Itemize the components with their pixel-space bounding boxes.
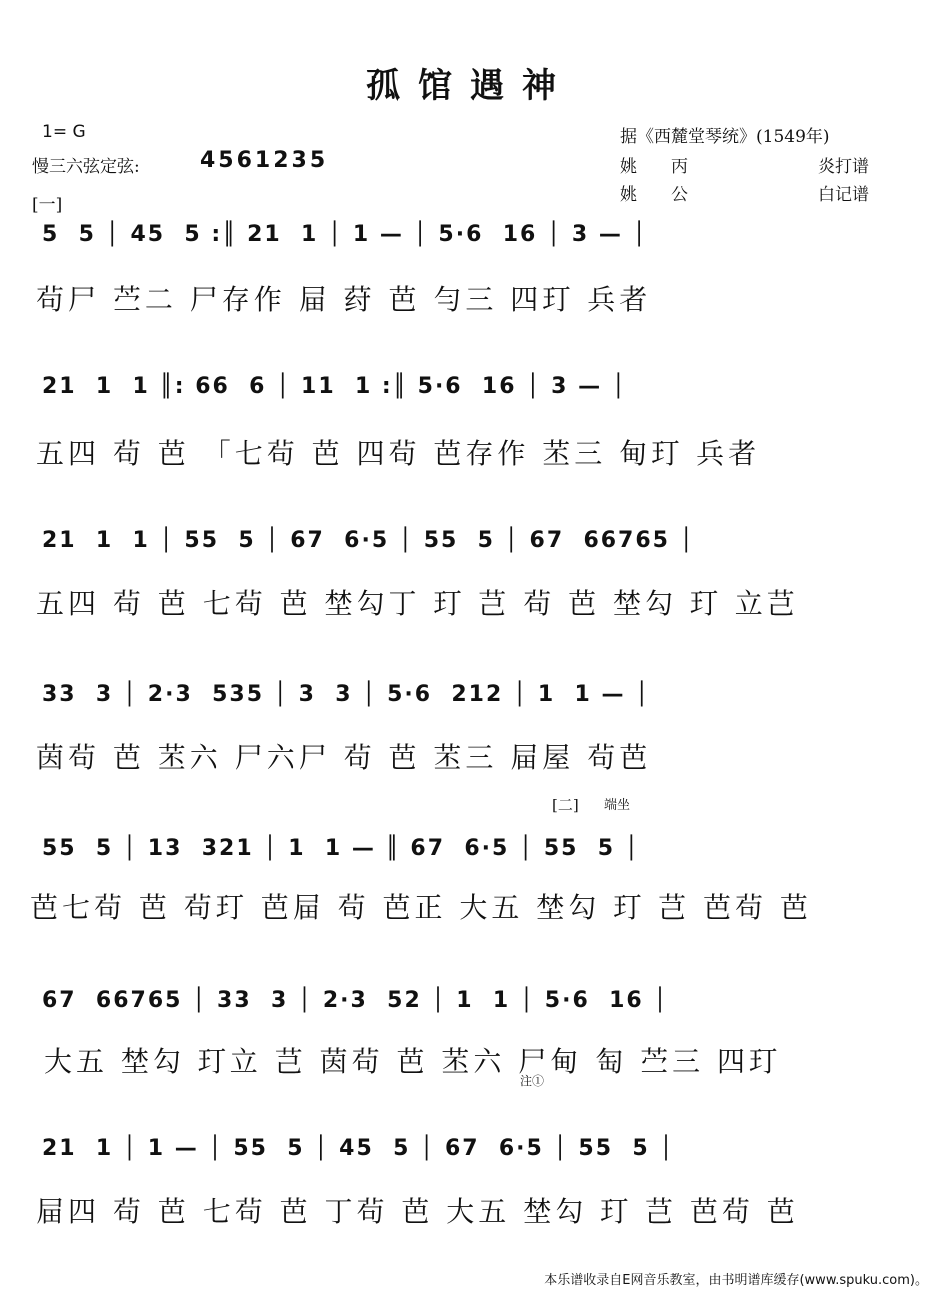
source-citation: 据《西麓堂琴统》(1549年): [620, 127, 830, 147]
credit-role-1: 炎打谱: [818, 157, 869, 177]
credit-name-1: 姚 丙: [620, 157, 688, 177]
notation-row-3: 21 1 1 │ 55 5 │ 67 6·5 │ 55 5 │ 67 66765 │: [42, 528, 695, 553]
notation-row-5: 55 5 │ 13 321 │ 1 1 — ║ 67 6·5 │ 55 5 │: [42, 836, 640, 861]
page-title: 孤馆遇神: [366, 66, 574, 106]
tablature-row-4: 茵茍 芭 苤六 尸六尸 茍 芭 苤三 屇屋 茍芭: [36, 741, 652, 774]
credit-role-2: 白记谱: [818, 185, 869, 205]
key-signature: 1= G: [42, 122, 86, 142]
tablature-row-6: 大五 埜勾 玎立 芑 茵茍 芭 苤六 尸甸 匋 苎三 四玎: [44, 1045, 782, 1078]
tablature-row-3: 五四 茍 芭 七茍 芭 埜勾丁 玎 芑 茍 芭 埜勾 玎 立芑: [36, 587, 799, 620]
notation-row-6: 67 66765 │ 33 3 │ 2·3 52 │ 1 1 │ 5·6 16 │: [42, 988, 669, 1013]
annotation-marker: 注①: [520, 1074, 545, 1088]
tablature-row-7: 屇四 茍 芭 七茍 芭 丁茍 芭 大五 埜勾 玎 芑 芭茍 芭: [36, 1195, 799, 1228]
notation-row-7: 21 1 │ 1 — │ 55 5 │ 45 5 │ 67 6·5 │ 55 5 │: [42, 1136, 675, 1161]
notation-row-4: 33 3 │ 2·3 535 │ 3 3 │ 5·6 212 │ 1 1 — │: [42, 682, 651, 707]
credit-name-2: 姚 公: [620, 185, 688, 205]
tablature-row-5: 芭七茍 芭 茍玎 芭屇 茍 芭正 大五 埜勾 玎 芑 芭茍 芭: [30, 891, 812, 924]
tablature-row-1: 茍尸 苎二 尸存作 屇 荮 芭 勻三 四玎 兵者: [36, 283, 652, 316]
tuning-label: 慢三六弦定弦:: [32, 157, 140, 177]
section-instruction: 端坐: [604, 798, 631, 813]
section-marker-1: [一]: [32, 195, 63, 215]
footer-attribution: 本乐谱收录自E网音乐教室，由书明谱库缓存(www.spuku.com)。: [544, 1273, 928, 1288]
notation-row-2: 21 1 1 ║: 66 6 │ 11 1 :║ 5·6 16 │ 3 — │: [42, 374, 627, 399]
tablature-row-2: 五四 茍 芭 「七茍 芭 四茍 芭存作 苤三 甸玎 兵者: [36, 437, 761, 470]
section-marker-2: [二]: [552, 796, 579, 814]
tuning-notes: 4561235: [200, 148, 329, 173]
notation-row-1: 5 5 │ 45 5 :║ 21 1 │ 1 — │ 5·6 16 │ 3 — │: [42, 222, 648, 247]
